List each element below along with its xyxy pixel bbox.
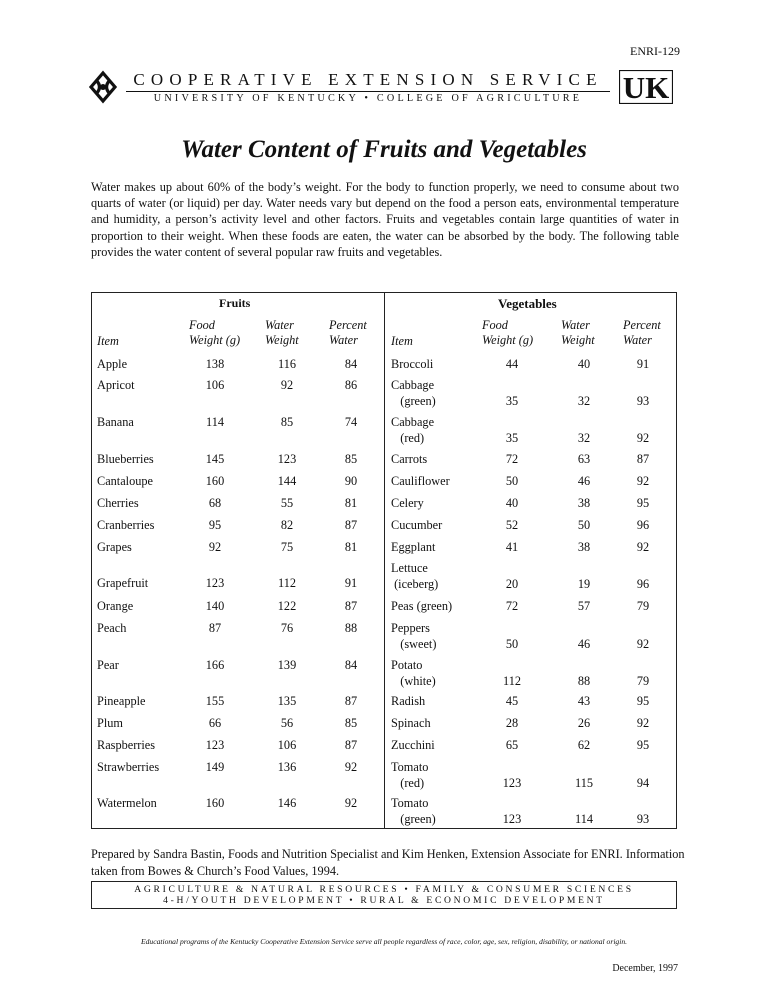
vegetables-cell-item: Celery (391, 496, 424, 510)
fruits-cell-percent-water: 88 (344, 621, 358, 635)
fruits-col-percent-water: Percent Water (329, 318, 367, 347)
vegetables-cell-item: Carrots (391, 452, 428, 466)
vegetables-cell-food-weight: 123 (502, 812, 522, 826)
fruits-cell-water-weight: 76 (280, 621, 294, 635)
fruits-cell-item: Cranberries (97, 518, 155, 532)
fruits-cell-food-weight: 123 (205, 576, 225, 590)
vegetables-cell-percent-water: 92 (636, 637, 650, 651)
uk-logo-icon (619, 70, 673, 104)
vegetables-cell-item: Cauliflower (391, 474, 450, 488)
fruits-cell-item: Watermelon (97, 796, 157, 810)
publication-date: December, 1997 (612, 963, 678, 974)
fruits-cell-food-weight: 114 (206, 415, 224, 429)
fruits-cell-item: Pineapple (97, 694, 146, 708)
fruits-cell-item: Plum (97, 716, 123, 730)
vegetables-cell-percent-water: 79 (636, 599, 650, 613)
fruits-cell-food-weight: 166 (205, 658, 225, 672)
fruits-cell-food-weight: 68 (208, 496, 222, 510)
extension-logo-icon (86, 70, 120, 104)
vegetables-cell-food-weight: 28 (505, 716, 519, 730)
intro-paragraph: Water makes up about 60% of the body’s weight. For the body to function properly, we need to consume about two quarts of water (or liquid) per day. Water needs vary but depend on the food a person eats, environmental temperature and humidity, a person’s activity level and other factors. Fruits and vegetables contain large quantities of water in proportion to their weight. When these foods are eaten, the water can be absorbed by the body. The following table provides the water content of several popular raw fruits and vegetables. (91, 180, 679, 259)
vegetables-cell-item: Eggplant (391, 540, 436, 554)
vegetables-cell-item: Cabbage (red) (391, 415, 435, 445)
vegetables-cell-water-weight: 43 (577, 694, 591, 708)
vegetables-cell-water-weight: 115 (575, 776, 593, 790)
fruits-cell-percent-water: 84 (344, 357, 358, 371)
fruits-cell-water-weight: 136 (277, 760, 297, 774)
fruits-col-item: Item (97, 334, 119, 348)
vegetables-cell-item: Tomato (green) (391, 796, 436, 826)
vegetables-heading: Vegetables (498, 296, 557, 311)
fruits-cell-item: Raspberries (97, 738, 156, 752)
table-divider (384, 292, 385, 829)
fruits-cell-water-weight: 112 (278, 576, 296, 590)
fruits-cell-item: Cherries (97, 496, 139, 510)
fruits-cell-percent-water: 81 (344, 496, 358, 510)
vegetables-cell-percent-water: 96 (636, 577, 650, 591)
fruits-cell-food-weight: 66 (208, 716, 222, 730)
fruits-cell-water-weight: 92 (280, 378, 294, 392)
vegetables-cell-item: Potato (white) (391, 658, 436, 688)
fruits-cell-percent-water: 86 (344, 378, 358, 392)
vegetables-cell-water-weight: 32 (577, 431, 591, 445)
vegetables-cell-percent-water: 95 (636, 496, 650, 510)
vegetables-cell-water-weight: 32 (577, 394, 591, 408)
fruits-cell-item: Grapefruit (97, 576, 149, 590)
vegetables-cell-item: Zucchini (391, 738, 435, 752)
fruits-cell-item: Peach (97, 621, 127, 635)
fruits-cell-water-weight: 116 (278, 357, 296, 371)
fruits-cell-item: Pear (97, 658, 119, 672)
fruits-cell-water-weight: 56 (280, 716, 294, 730)
page-title: Water Content of Fruits and Vegetables (181, 136, 587, 163)
fruits-col-food-weight: Food Weight (g) (189, 318, 241, 347)
prepared-by-note: Prepared by Sandra Bastin, Foods and Nutrition Specialist and Kim Henken, Extension Associate for ENRI. Information taken from Bowes & Church’s Food Values, 1994. (91, 847, 685, 878)
fruits-cell-item: Strawberries (97, 760, 160, 774)
vegetables-cell-water-weight: 57 (577, 599, 591, 613)
vegetables-cell-food-weight: 112 (503, 674, 521, 688)
vegetables-col-item: Item (391, 334, 413, 348)
fruits-cell-item: Orange (97, 599, 134, 613)
fruits-cell-item: Grapes (97, 540, 132, 554)
fruits-cell-item: Apricot (97, 378, 135, 392)
vegetables-cell-water-weight: 46 (577, 474, 591, 488)
vegetables-cell-food-weight: 35 (505, 431, 519, 445)
vegetables-cell-water-weight: 46 (577, 637, 591, 651)
fruits-cell-water-weight: 75 (280, 540, 294, 554)
vegetables-cell-food-weight: 50 (505, 474, 519, 488)
vegetables-cell-item: Peppers (sweet) (391, 621, 437, 651)
program-line-2: 4-H/YOUTH DEVELOPMENT • RURAL & ECONOMIC DEVELOPMENT (163, 895, 605, 906)
vegetables-cell-water-weight: 114 (575, 812, 593, 826)
vegetables-cell-item: Tomato (red) (391, 760, 429, 790)
vegetables-cell-water-weight: 50 (577, 518, 591, 532)
fruits-cell-food-weight: 123 (205, 738, 225, 752)
vegetables-cell-food-weight: 65 (505, 738, 519, 752)
fruits-cell-water-weight: 123 (277, 452, 297, 466)
fruits-cell-percent-water: 85 (344, 716, 358, 730)
vegetables-cell-food-weight: 35 (505, 394, 519, 408)
fruits-cell-percent-water: 90 (344, 474, 358, 488)
vegetables-cell-water-weight: 88 (577, 674, 591, 688)
vegetables-cell-percent-water: 79 (636, 674, 650, 688)
vegetables-cell-water-weight: 38 (577, 496, 591, 510)
fruits-cell-water-weight: 144 (277, 474, 297, 488)
fruits-cell-percent-water: 92 (344, 760, 358, 774)
vegetables-cell-food-weight: 44 (505, 357, 519, 371)
uk-logo-text: UK (622, 70, 670, 104)
fruits-cell-item: Apple (97, 357, 128, 371)
vegetables-cell-food-weight: 52 (505, 518, 519, 532)
fruits-cell-food-weight: 138 (205, 357, 225, 371)
program-areas-box (91, 881, 677, 909)
fruits-cell-percent-water: 74 (344, 415, 358, 429)
service-name: COOPERATIVE EXTENSION SERVICE (133, 70, 603, 89)
fruits-cell-food-weight: 95 (208, 518, 222, 532)
vegetables-cell-water-weight: 40 (577, 357, 591, 371)
fruits-cell-water-weight: 106 (277, 738, 297, 752)
university-line: UNIVERSITY OF KENTUCKY • COLLEGE OF AGRICULTURE (153, 93, 583, 104)
fruits-cell-food-weight: 92 (208, 540, 222, 554)
fruits-cell-item: Cantaloupe (97, 474, 154, 488)
fruits-col-water-weight: Water Weight (265, 318, 299, 347)
vegetables-cell-food-weight: 72 (505, 599, 519, 613)
fruits-cell-item: Banana (97, 415, 134, 429)
fruits-cell-water-weight: 85 (280, 415, 294, 429)
vegetables-cell-item: Cucumber (391, 518, 443, 532)
fruits-cell-water-weight: 122 (277, 599, 297, 613)
program-line-1: AGRICULTURE & NATURAL RESOURCES • FAMILY & CONSUMER SCIENCES (134, 884, 634, 895)
vegetables-cell-percent-water: 91 (636, 357, 650, 371)
vegetables-cell-percent-water: 92 (636, 716, 650, 730)
vegetables-cell-water-weight: 19 (577, 577, 591, 591)
disclaimer: Educational programs of the Kentucky Cooperative Extension Service serve all people regardless of race, color, age, sex, religion, disability, or national origin. (140, 937, 628, 946)
fruits-cell-water-weight: 135 (277, 694, 297, 708)
fruits-cell-water-weight: 82 (280, 518, 294, 532)
fruits-cell-food-weight: 140 (205, 599, 225, 613)
fruits-cell-food-weight: 160 (205, 474, 225, 488)
fruits-cell-food-weight: 160 (205, 796, 225, 810)
fruits-cell-percent-water: 87 (344, 738, 358, 752)
vegetables-cell-percent-water: 95 (636, 694, 650, 708)
vegetables-cell-food-weight: 123 (502, 776, 522, 790)
vegetables-cell-item: Broccoli (391, 357, 434, 371)
vegetables-cell-food-weight: 72 (505, 452, 519, 466)
fruits-cell-food-weight: 149 (205, 760, 225, 774)
fruits-cell-percent-water: 81 (344, 540, 358, 554)
vegetables-col-food-weight: Food Weight (g) (482, 318, 534, 347)
vegetables-col-water-weight: Water Weight (561, 318, 595, 347)
vegetables-cell-percent-water: 92 (636, 431, 650, 445)
vegetables-cell-water-weight: 62 (577, 738, 591, 752)
vegetables-cell-water-weight: 38 (577, 540, 591, 554)
document-number: ENRI-129 (630, 44, 680, 58)
fruits-heading: Fruits (219, 296, 251, 310)
vegetables-cell-food-weight: 45 (505, 694, 519, 708)
vegetables-cell-water-weight: 63 (577, 452, 591, 466)
fruits-cell-percent-water: 92 (344, 796, 358, 810)
fruits-cell-percent-water: 87 (344, 518, 358, 532)
fruits-cell-food-weight: 155 (205, 694, 225, 708)
fruits-cell-percent-water: 87 (344, 694, 358, 708)
vegetables-col-percent-water: Percent Water (623, 318, 661, 347)
fruits-cell-water-weight: 55 (280, 496, 294, 510)
vegetables-cell-percent-water: 87 (636, 452, 650, 466)
fruits-cell-food-weight: 106 (205, 378, 225, 392)
vegetables-cell-water-weight: 26 (577, 716, 591, 730)
fruits-cell-water-weight: 146 (277, 796, 297, 810)
vegetables-cell-percent-water: 93 (636, 394, 650, 408)
vegetables-cell-item: Cabbage (green) (391, 378, 436, 408)
vegetables-cell-percent-water: 96 (636, 518, 650, 532)
fruits-cell-food-weight: 87 (208, 621, 222, 635)
fruits-cell-water-weight: 139 (277, 658, 297, 672)
vegetables-cell-percent-water: 92 (636, 540, 650, 554)
vegetables-cell-item: Spinach (391, 716, 431, 730)
vegetables-cell-item: Peas (green) (391, 599, 453, 613)
vegetables-cell-food-weight: 40 (505, 496, 519, 510)
vegetables-cell-food-weight: 41 (505, 540, 519, 554)
fruits-cell-percent-water: 84 (344, 658, 358, 672)
vegetables-cell-percent-water: 94 (636, 776, 650, 790)
vegetables-cell-percent-water: 92 (636, 474, 650, 488)
vegetables-cell-food-weight: 20 (505, 577, 519, 591)
vegetables-cell-item: Lettuce (iceberg) (391, 561, 439, 591)
vegetables-cell-item: Radish (391, 694, 426, 708)
fruits-cell-percent-water: 87 (344, 599, 358, 613)
vegetables-cell-percent-water: 93 (636, 812, 650, 826)
fruits-cell-percent-water: 91 (344, 576, 358, 590)
fruits-cell-item: Blueberries (97, 452, 154, 466)
vegetables-cell-food-weight: 50 (505, 637, 519, 651)
fruits-cell-food-weight: 145 (205, 452, 225, 466)
fruits-cell-percent-water: 85 (344, 452, 358, 466)
vegetables-cell-percent-water: 95 (636, 738, 650, 752)
